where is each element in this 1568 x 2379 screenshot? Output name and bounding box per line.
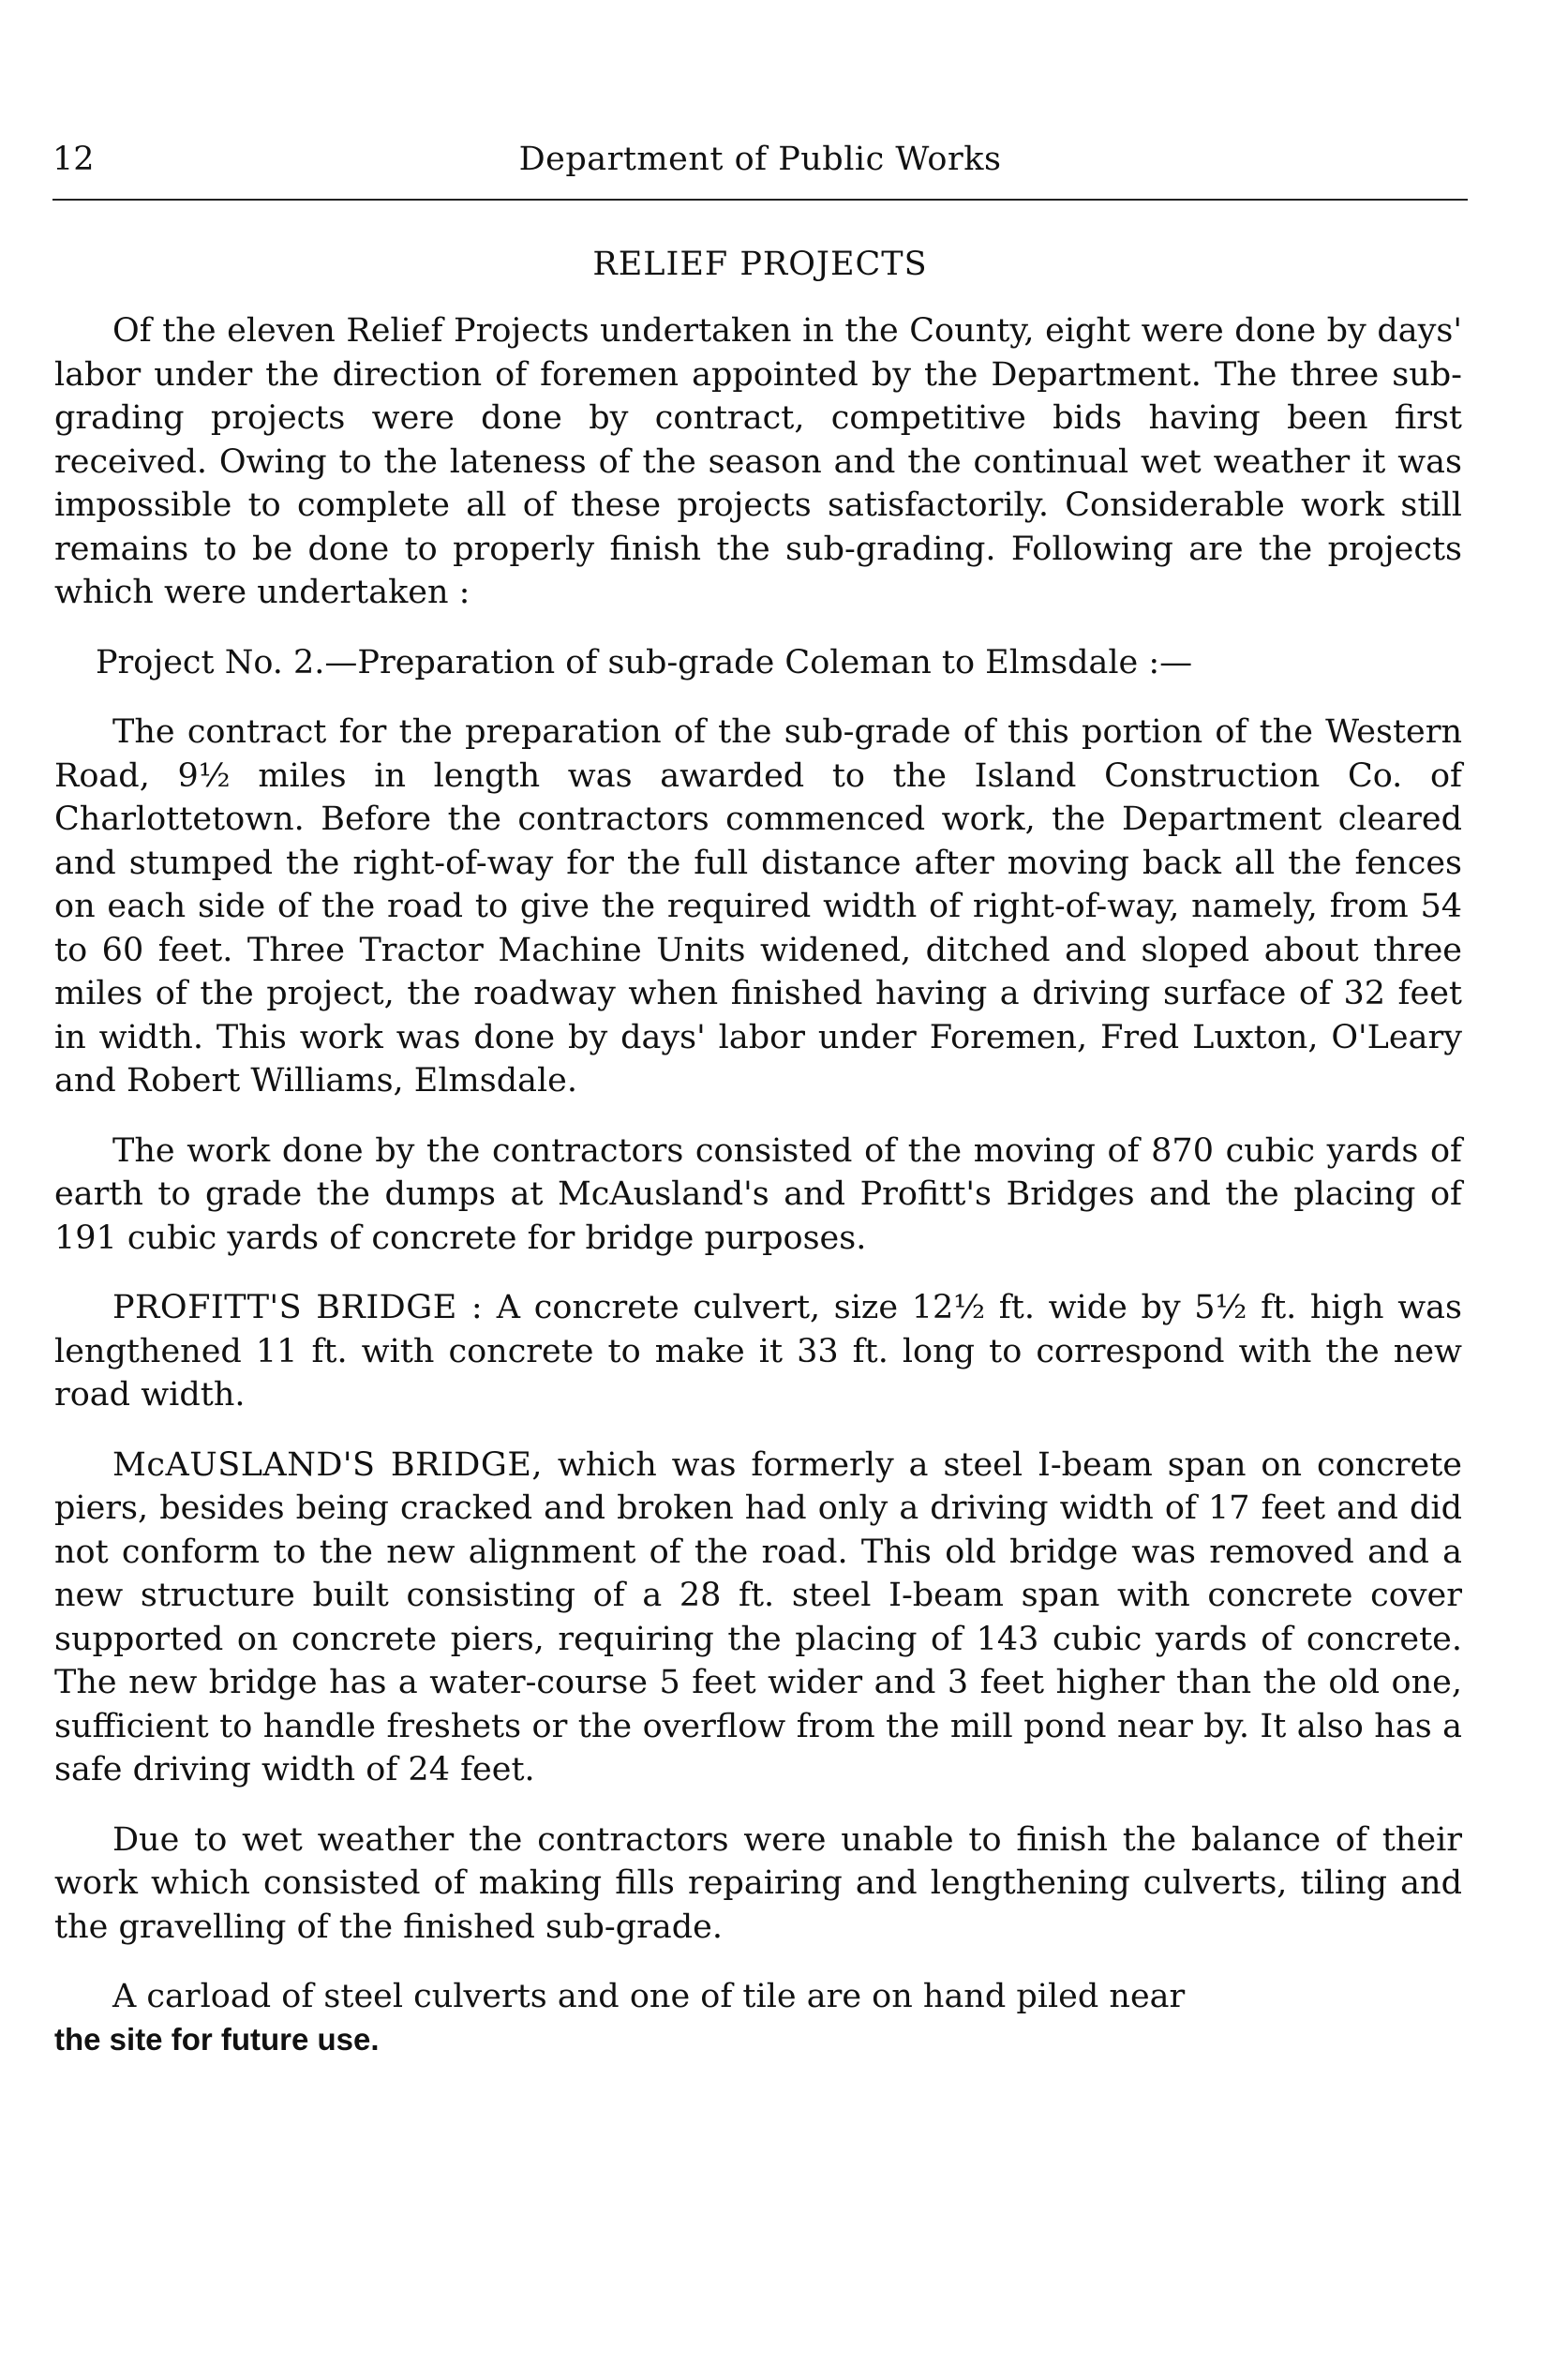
- project-heading: Project No. 2.—Preparation of sub-grade Coleman to Elmsdale :—: [96, 643, 1193, 681]
- profitt-bridge-text: A concrete culvert, size 12½ ft. wide by 5½ ft. high was lengthened 11 ft. with concrete to make it 33 ft. long to correspond with the new road width.: [54, 1289, 1462, 1414]
- mcausland-bridge-paragraph: [54, 1444, 1462, 1792]
- running-head: Department of Public Works: [518, 141, 1002, 178]
- profitt-bridge-heading: PROFITT'S BRIDGE :: [112, 1289, 484, 1326]
- profitt-bridge-paragraph: [54, 1286, 1462, 1417]
- body-text: [54, 309, 1462, 2060]
- section-title: RELIEF PROJECTS: [592, 246, 928, 283]
- carload-paragraph-end: the site for future use.: [54, 2021, 380, 2057]
- carload-paragraph: A carload of steel culverts and one of tile are on hand piled near: [112, 1978, 1186, 2015]
- mcausland-bridge-heading: McAUSLAND'S BRIDGE,: [112, 1445, 544, 1484]
- intro-paragraph: Of the eleven Relief Projects undertaken in the County, eight were done by days' labor under the direction of foremen appointed by the Department. The three sub-grading projects were done by contract, competitive bids having been first received. Owing to the lateness of the season and the continual wet weather it was impossible to complete all of these projects satisfactorily. Considerable work still remains to be done to properly finish the sub-grading. Following are the projects which were undertaken :: [54, 312, 1462, 611]
- weather-paragraph: Due to wet weather the contractors were unable to finish the balance of their work which consisted of making fills repairing and lengthening culverts, tiling and the gravelling of the finished sub-grade.: [54, 1820, 1462, 1946]
- work-done-paragraph: The work done by the contractors consisted of the moving of 870 cubic yards of earth to grade the dumps at McAusland's and Profitt's Bridges and the placing of 191 cubic yards of concrete for bridge purposes.: [54, 1131, 1462, 1257]
- page-header: [52, 131, 1468, 187]
- mcausland-bridge-text: which was formerly a steel I-beam span on concrete piers, besides being cracked and broken had only a driving width of 17 feet and did not conform to the new alignment of the road. This old bridge was removed and a new structure built consisting of a 28 ft. steel I-beam span with concrete cover supported on concrete piers, requiring the placing of 143 cubic yards of concrete. The new bridge has a water-course 5 feet wider and 3 feet higher than the old one, sufficient to handle freshets or the overflow from the mill pond near by. It also has a safe driving width of 24 feet.: [54, 1445, 1463, 1788]
- page-number: 12: [52, 141, 95, 178]
- header-rule: [52, 199, 1468, 201]
- contract-paragraph: The contract for the preparation of the sub-grade of this portion of the Western Road, 9½ miles in length was awarded to the Island Construction Co. of Charlottetown. Before the contractors commenced work, the Department cleared and stumped the right-of-way for the full distance after moving back all the fences on each side of the road to give the required width of right-of-way, namely, from 54 to 60 feet. Three Tractor Machine Units widened, ditched and sloped about three miles of the project, the roadway when finished having a driving surface of 32 feet in width. This work was done by days' labor under Foremen, Fred Luxton, O'Leary and Robert Williams, Elmsdale.: [54, 713, 1462, 1100]
